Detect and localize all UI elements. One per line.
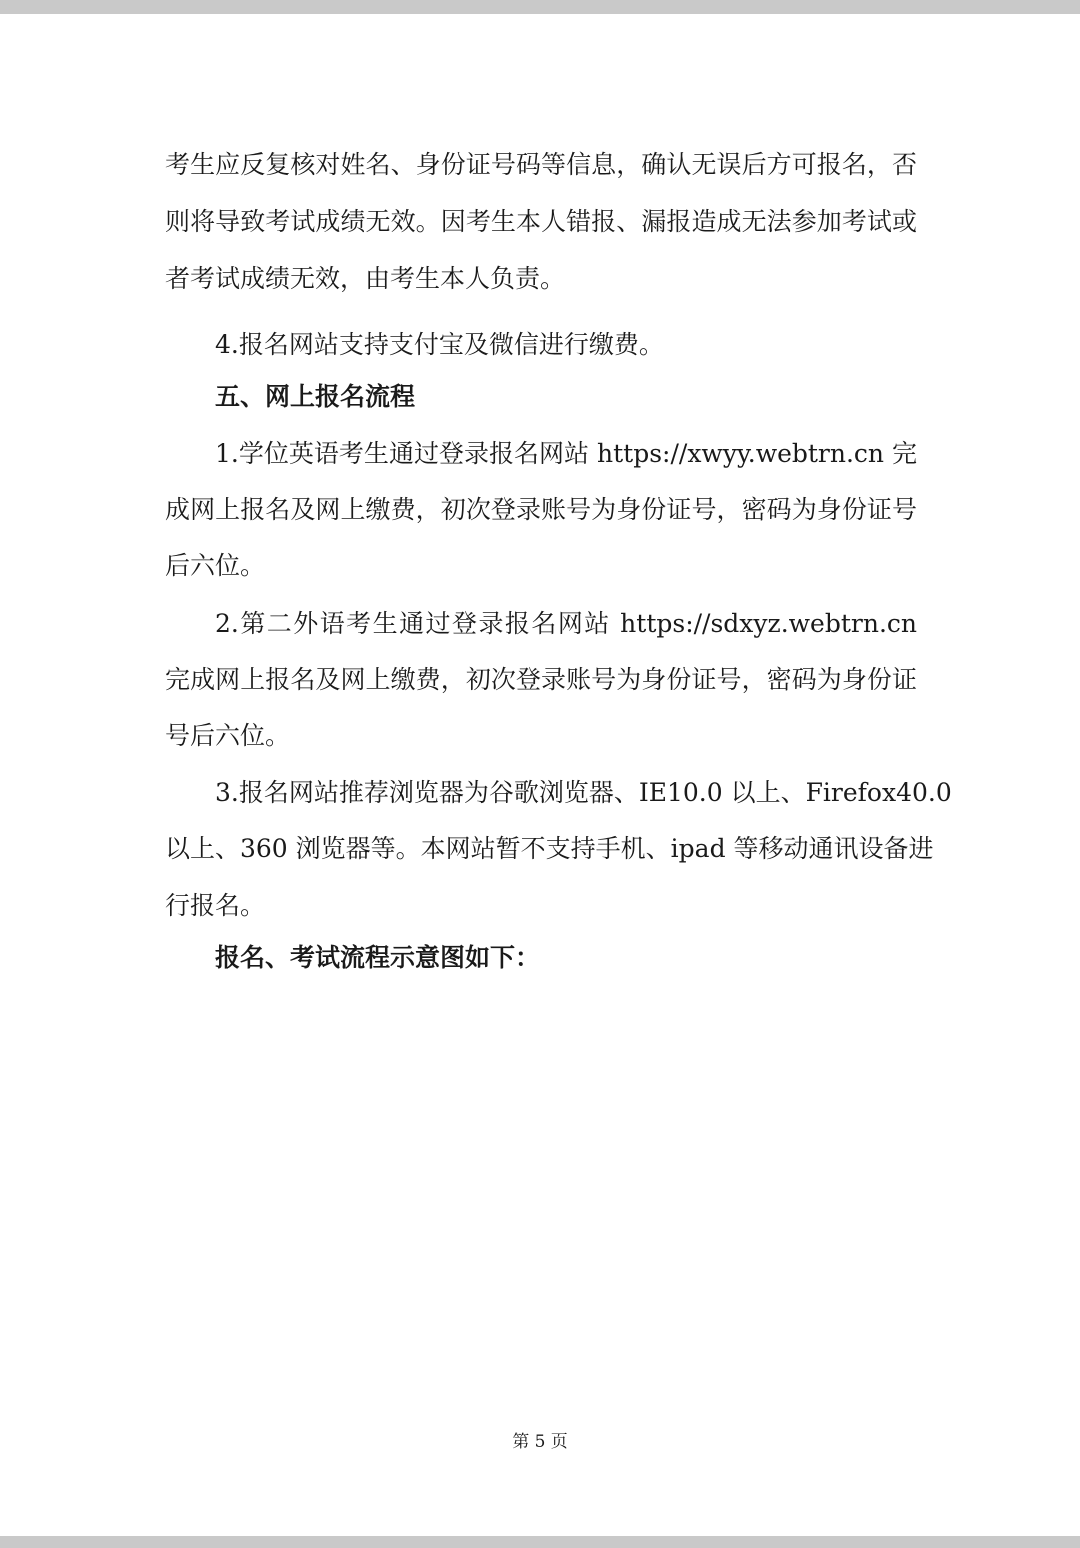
paragraph-line: 完成网上报名及网上缴费，初次登录账号为身份证号，密码为身份证 [165,665,917,694]
paragraph-line: 2.第二外语考生通过登录报名网站 https://sdxyz.webtrn.cn [215,609,917,638]
page-number: 第 5 页 [512,1432,568,1452]
paragraph-line: 号后六位。 [165,721,291,750]
paragraph-line: 考生应反复核对姓名、身份证号码等信息，确认无误后方可报名，否 [165,150,917,179]
paragraph-line: 则将导致考试成绩无效。因考生本人错报、漏报造成无法参加考试或 [165,207,917,236]
paragraph-line: 行报名。 [165,891,266,920]
paragraph-line: 以上、360 浏览器等。本网站暂不支持手机、ipad 等移动通讯设备进 [165,834,934,863]
paragraph-line: 3.报名网站推荐浏览器为谷歌浏览器、IE10.0 以上、Firefox40.0 [215,778,952,807]
paragraph-line: 成网上报名及网上缴费，初次登录账号为身份证号，密码为身份证号 [165,495,917,524]
paragraph-line: 1.学位英语考生通过登录报名网站 https://xwyy.webtrn.cn 完 [215,439,917,468]
section-heading: 五、网上报名流程 [215,382,416,411]
paragraph-line: 4.报名网站支持支付宝及微信进行缴费。 [215,330,664,359]
bottom-edge [0,1536,1080,1548]
paragraph-line: 后六位。 [165,551,266,580]
top-edge [0,0,1080,14]
figure-intro-heading: 报名、考试流程示意图如下： [215,943,541,972]
paragraph-line: 者考试成绩无效，由考生本人负责。 [165,264,566,293]
